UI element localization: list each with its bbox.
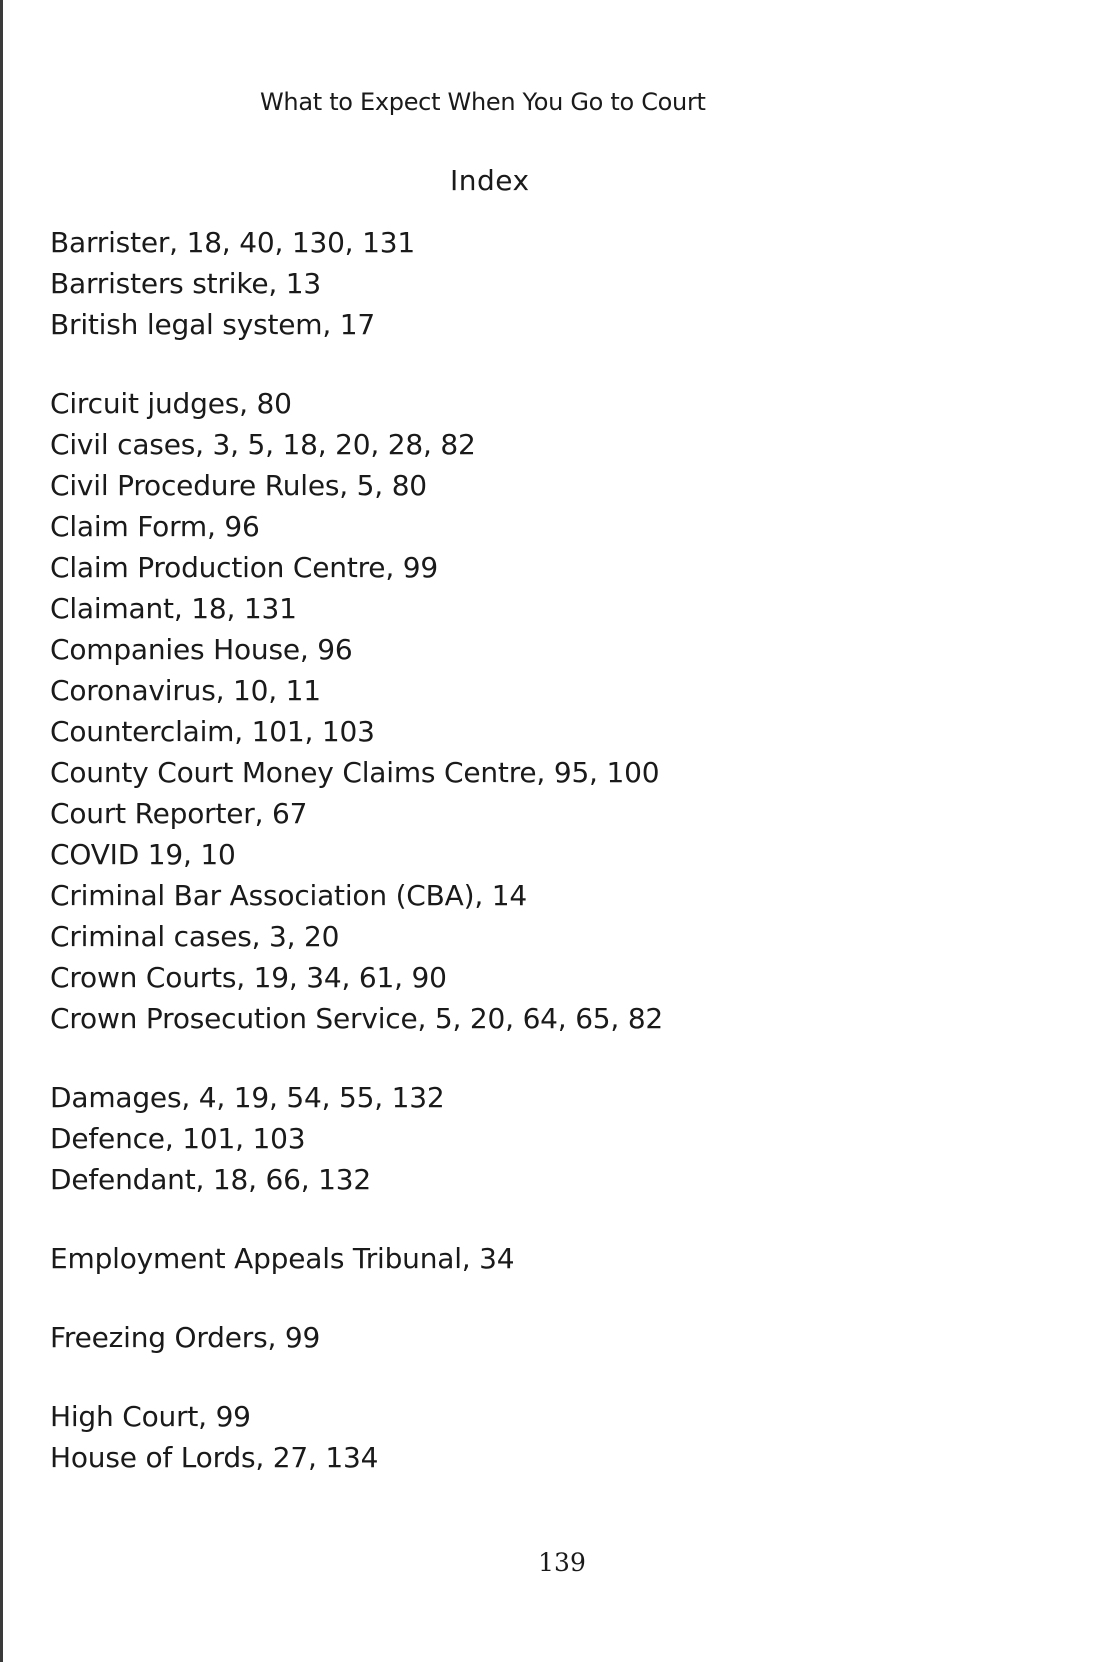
index-group-f [50, 1317, 950, 1358]
index-entry: Claim Form, 96 [50, 510, 260, 543]
index-title: Index [450, 164, 530, 197]
index-group-d [50, 1077, 950, 1200]
index-entry: High Court, 99 [50, 1400, 251, 1433]
index-entry: Criminal Bar Association (CBA), 14 [50, 879, 527, 912]
page-number: 139 [538, 1548, 586, 1577]
index-entry: Freezing Orders, 99 [50, 1321, 321, 1354]
index-entry: County Court Money Claims Centre, 95, 100 [50, 756, 660, 789]
index-entry: Damages, 4, 19, 54, 55, 132 [50, 1081, 445, 1114]
index-entry: Crown Prosecution Service, 5, 20, 64, 65, 82 [50, 1002, 664, 1035]
index-group-h [50, 1396, 950, 1478]
index-entry: Crown Courts, 19, 34, 61, 90 [50, 961, 447, 994]
index-group-b [50, 222, 950, 345]
index-entry: Barrister, 18, 40, 130, 131 [50, 226, 415, 259]
index-entry: Companies House, 96 [50, 633, 353, 666]
index-entry: Counterclaim, 101, 103 [50, 715, 375, 748]
index-entry: Claimant, 18, 131 [50, 592, 297, 625]
index-entry: Civil Procedure Rules, 5, 80 [50, 469, 427, 502]
index-entry: Employment Appeals Tribunal, 34 [50, 1242, 515, 1275]
index-entry: Barristers strike, 13 [50, 267, 322, 300]
page-edge [0, 0, 3, 1662]
index-entry: Defendant, 18, 66, 132 [50, 1163, 371, 1196]
index-entry: Coronavirus, 10, 11 [50, 674, 321, 707]
index-entry: Civil cases, 3, 5, 18, 20, 28, 82 [50, 428, 476, 461]
index-entry: Circuit judges, 80 [50, 387, 292, 420]
index-entry: Defence, 101, 103 [50, 1122, 306, 1155]
running-header: What to Expect When You Go to Court [260, 88, 706, 116]
index-body [50, 222, 950, 1516]
index-entry: Claim Production Centre, 99 [50, 551, 438, 584]
index-group-c [50, 383, 950, 1039]
index-entry: House of Lords, 27, 134 [50, 1441, 379, 1474]
index-entry: Criminal cases, 3, 20 [50, 920, 340, 953]
index-entry: COVID 19, 10 [50, 838, 236, 871]
index-entry: Court Reporter, 67 [50, 797, 308, 830]
index-entry: British legal system, 17 [50, 308, 375, 341]
index-group-e [50, 1238, 950, 1279]
